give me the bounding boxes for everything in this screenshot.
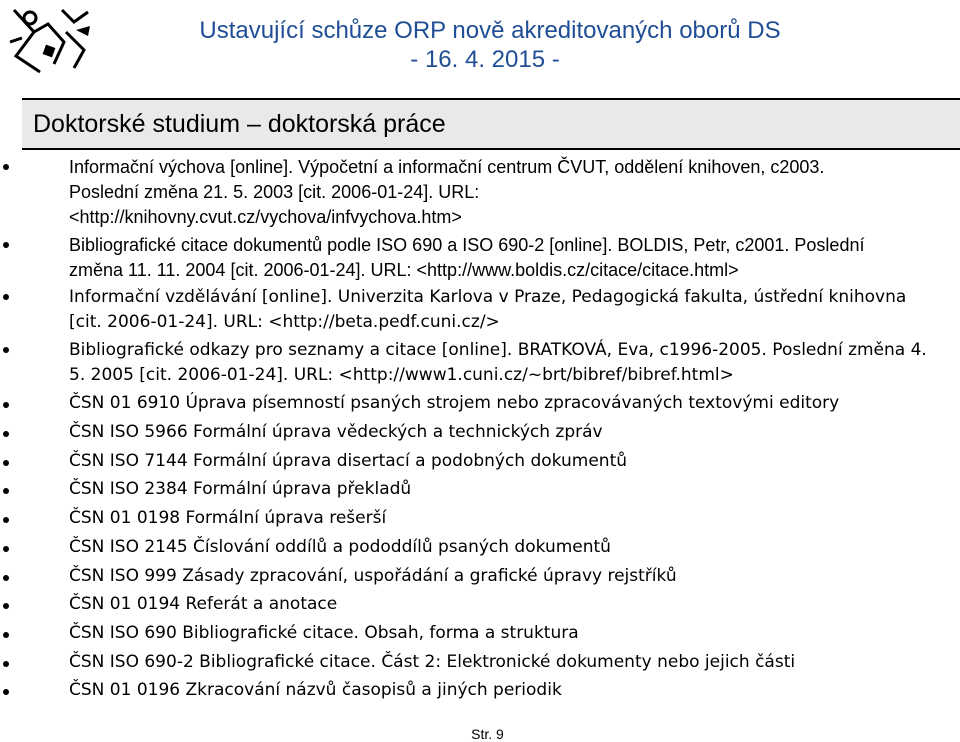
bullet-icon: [3, 661, 9, 667]
reference-line: Bibliografické odkazy pro seznamy a citace [online]. BRATKOVÁ, Eva, c1996-2005. Poslední změna 4.: [69, 340, 927, 360]
bullet-icon: [3, 402, 9, 408]
bullet-icon: [3, 242, 9, 248]
standard-line: ČSN 01 0198 Formální úprava rešerší: [69, 508, 387, 528]
standard-line: ČSN ISO 7144 Formální úprava disertací a podobných dokumentů: [69, 451, 628, 471]
reference-line: Informační výchova [online]. Výpočetní a informační centrum ČVUT, oddělení knihoven, c2003.: [69, 157, 825, 177]
standard-line: ČSN ISO 2384 Formální úprava překladů: [69, 479, 412, 499]
bullet-icon: [3, 603, 9, 609]
bullet-icon: [3, 488, 9, 494]
bullet-icon: [3, 517, 9, 523]
bullet-icon: [3, 546, 9, 552]
header-title: Ustavující schůze ORP nově akreditovaných oborů DS: [199, 17, 781, 44]
page-number: Str. 9: [471, 726, 504, 742]
bullet-icon: [3, 460, 9, 466]
reference-line: 5. 2005 [cit. 2006-01-24]. URL: <http://www1.cuni.cz/~brt/bibref/bibref.html>: [69, 365, 734, 385]
bullet-icon: [3, 575, 9, 581]
standard-line: ČSN 01 6910 Úprava písemností psaných strojem nebo zpracovávaných textovými editory: [69, 393, 840, 413]
bullet-icon: [3, 294, 9, 300]
standard-line: ČSN 01 0194 Referát a anotace: [69, 594, 338, 614]
reference-line: změna 11. 11. 2004 [cit. 2006-01-24]. URL: <http://www.boldis.cz/citace/citace.html>: [69, 260, 739, 280]
standard-line: ČSN ISO 999 Zásady zpracování, uspořádání a grafické úpravy rejstříků: [69, 566, 677, 586]
reference-line: [cit. 2006-01-24]. URL: <http://beta.pedf.cuni.cz/>: [69, 312, 500, 332]
standard-line: ČSN ISO 690-2 Bibliografické citace. Část 2: Elektronické dokumenty nebo jejich části: [69, 652, 796, 672]
slide-title: Doktorské studium – doktorská práce: [33, 110, 446, 138]
bullet-icon: [3, 632, 9, 638]
reference-line: Poslední změna 21. 5. 2003 [cit. 2006-01-24]. URL:: [69, 182, 480, 202]
bullet-icon: [3, 347, 9, 353]
reference-line: <http://knihovny.cvut.cz/vychova/infvychova.htm>: [69, 207, 462, 227]
standard-line: ČSN ISO 690 Bibliografické citace. Obsah, forma a struktura: [69, 623, 579, 643]
reference-line: Bibliografické citace dokumentů podle ISO 690 a ISO 690-2 [online]. BOLDIS, Petr, c2001. Poslední: [69, 235, 865, 255]
reference-line: Informační vzdělávání [online]. Univerzita Karlova v Praze, Pedagogická fakulta, ústřední knihovna: [69, 287, 907, 307]
header-date: - 16. 4. 2015 -: [410, 46, 560, 73]
bullet-icon: [3, 689, 9, 695]
standard-line: ČSN 01 0196 Zkracování názvů časopisů a jiných periodik: [69, 680, 562, 700]
slide-title-bar: [22, 98, 960, 150]
bullet-icon: [3, 164, 9, 170]
standard-line: ČSN ISO 5966 Formální úprava vědeckých a technických zpráv: [69, 422, 603, 442]
standard-line: ČSN ISO 2145 Číslování oddílů a pododdílů psaných dokumentů: [69, 537, 611, 557]
bullet-icon: [3, 431, 9, 437]
